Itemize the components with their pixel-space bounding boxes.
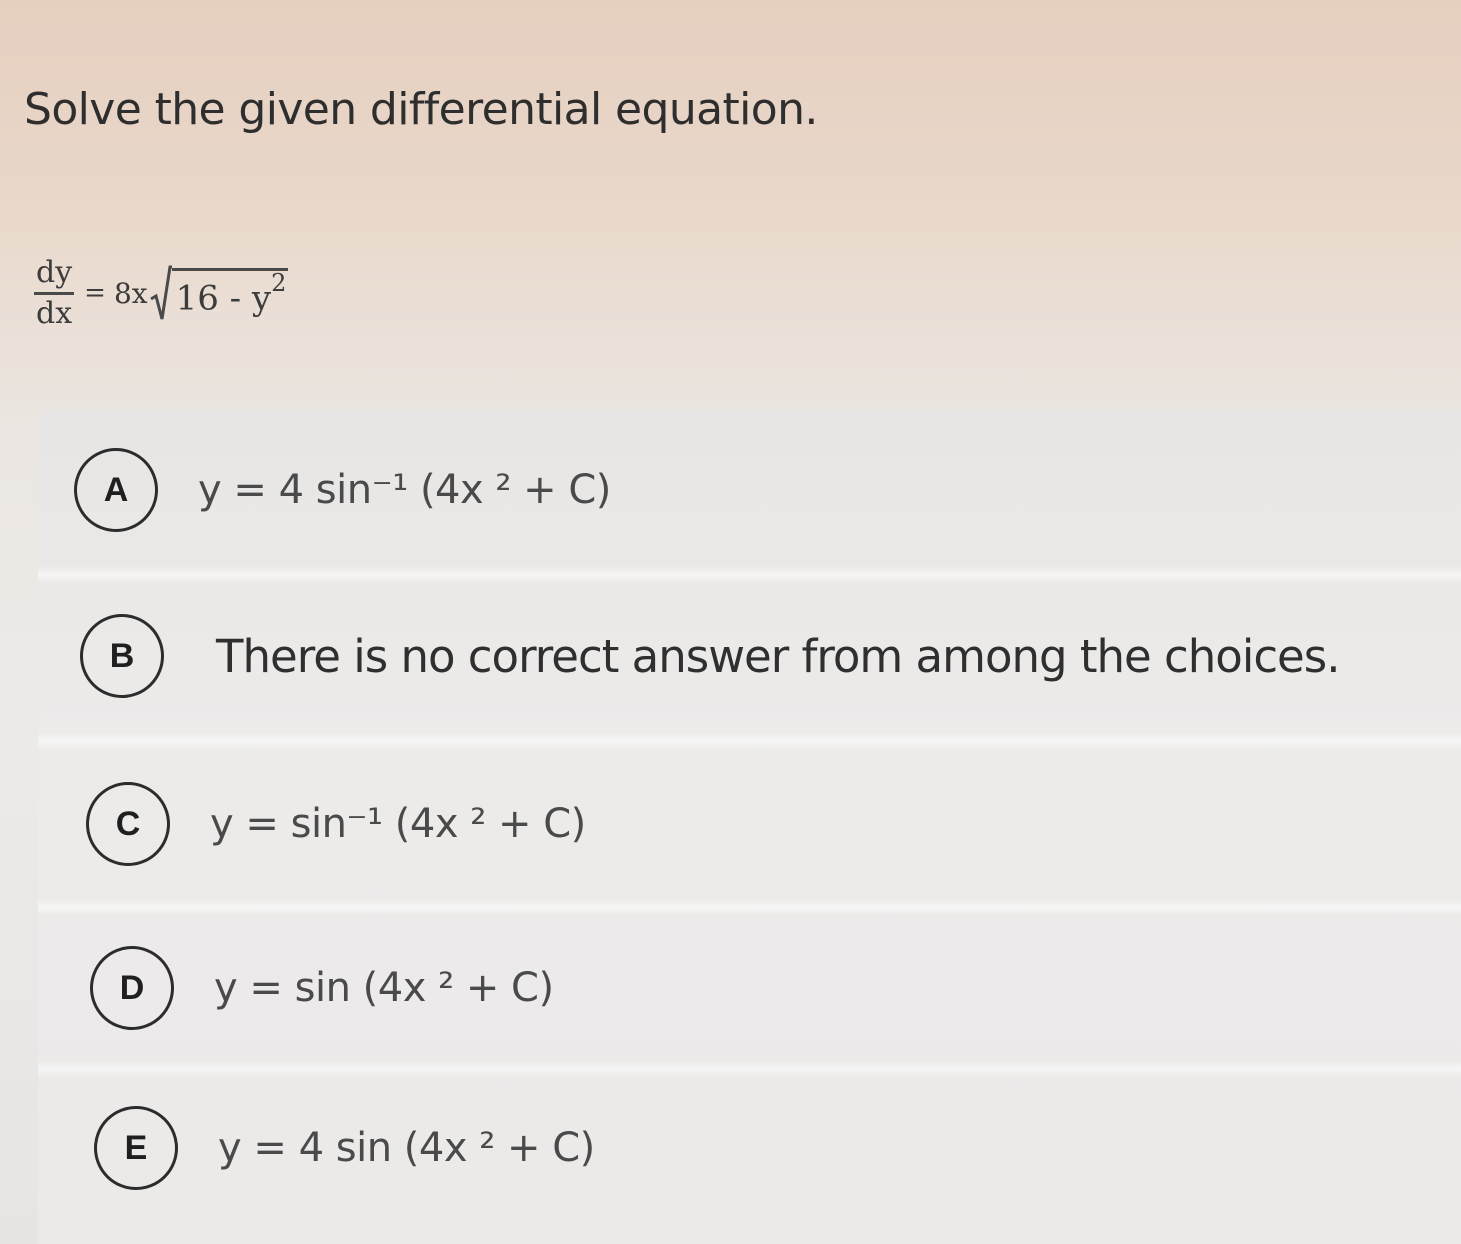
equals-sign: =	[84, 278, 106, 308]
differential-equation	[34, 238, 288, 348]
square-root	[150, 265, 289, 321]
choice-c[interactable]	[86, 782, 586, 866]
radicand-expression: 16 - y	[175, 278, 272, 319]
coefficient: 8x	[113, 276, 148, 310]
choice-letter-badge[interactable]: B	[80, 614, 164, 698]
choice-b[interactable]	[80, 614, 1340, 698]
radicand	[172, 268, 289, 324]
choice-text: y = sin⁻¹ (4x ² + C)	[210, 801, 586, 847]
choice-divider	[38, 898, 1461, 916]
radicand-exponent: 2	[271, 269, 287, 297]
choice-divider	[38, 732, 1461, 750]
fraction-numerator: dy	[34, 258, 74, 295]
choice-text: y = sin (4x ² + C)	[214, 965, 554, 1011]
derivative-fraction	[34, 254, 74, 331]
question-text: Solve the given differential equation.	[24, 84, 818, 135]
choice-letter-badge[interactable]: E	[94, 1106, 178, 1190]
choice-d[interactable]	[90, 946, 554, 1030]
fraction-denominator: dx	[36, 295, 73, 331]
choice-text: y = 4 sin⁻¹ (4x ² + C)	[198, 467, 611, 513]
choice-e[interactable]	[94, 1106, 595, 1190]
choice-letter-badge[interactable]: D	[90, 946, 174, 1030]
choice-divider	[38, 1060, 1461, 1078]
choice-letter-badge[interactable]: A	[74, 448, 158, 532]
choice-text: There is no correct answer from among the choices.	[216, 629, 1340, 683]
choice-a[interactable]	[74, 448, 611, 532]
choice-text: y = 4 sin (4x ² + C)	[218, 1125, 595, 1171]
radical-sign-icon	[150, 265, 172, 321]
choice-letter-badge[interactable]: C	[86, 782, 170, 866]
choice-divider	[38, 566, 1461, 584]
